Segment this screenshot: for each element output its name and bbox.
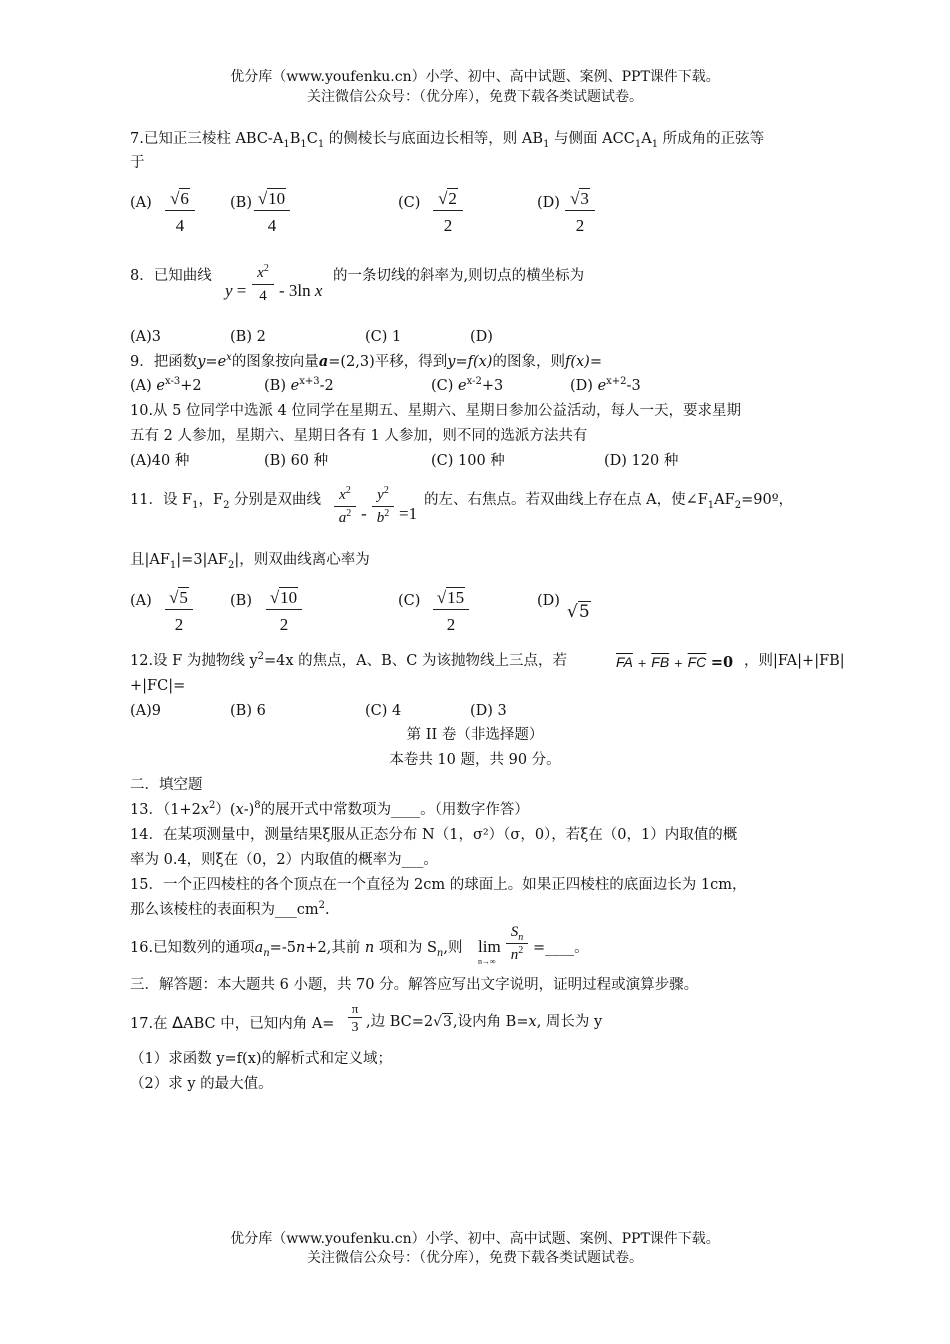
q16-stem: 16.已知数列的通项$a_n=-5n+2$,其前 n 项和为 $S_n$,则 bbox=[130, 940, 463, 959]
q7-option-b-label: (B) bbox=[230, 195, 252, 211]
q11-option-d-value: √5 bbox=[567, 602, 590, 622]
q13-blank: ____ bbox=[391, 802, 421, 818]
q8-option-d: (D) bbox=[470, 329, 493, 345]
q8-curve-tail: - 3ln x bbox=[279, 281, 323, 300]
q12-stem-cont: +|FC|= bbox=[130, 678, 186, 694]
q7-option-b-value: $\frac{√10}{4}$ bbox=[254, 190, 290, 234]
footer-line-2: 关注微信公众号：（优分库），免费下载各类试题试卷。 bbox=[307, 1250, 643, 1266]
q8-curve-y: y = bbox=[225, 281, 247, 300]
header-line-2: 关注微信公众号：（优分库），免费下载各类试题试卷。 bbox=[307, 89, 643, 105]
q9-option-c: (C) $e^{x-2}+3$ bbox=[431, 376, 504, 394]
footer-line-1: 优分库（www.youfenku.cn）小学、初中、高中试题、案例、PPT课件下载。 bbox=[230, 1231, 720, 1247]
q9-option-d: (D) $e^{x+2}-3$ bbox=[570, 376, 641, 394]
q12-stem: 12.设 F 为抛物线 $y^2=4x$ 的焦点，A、B、C 为该抛物线上三点，若 bbox=[130, 651, 568, 669]
q15-blank: ___ bbox=[275, 902, 297, 918]
q11-option-d-label: (D) bbox=[537, 593, 560, 609]
q12-option-c: (C) 4 bbox=[365, 703, 402, 719]
header-line-1: 优分库（www.youfenku.cn）小学、初中、高中试题、案例、PPT课件下载。 bbox=[230, 69, 720, 85]
q11-option-b-value: $\frac{√10}{2}$ bbox=[266, 589, 302, 633]
q11-option-a-value: $\frac{√5}{2}$ bbox=[165, 589, 193, 633]
q7-option-c-label: (C) bbox=[398, 195, 421, 211]
q7-stem-cont: 于 bbox=[130, 155, 145, 171]
q17-part-1: （1）求函数 y=f(x)的解析式和定义域； bbox=[130, 1051, 393, 1067]
q7-stem: 7.已知正三棱柱 ABC-$A_1B_1C_1$ 的侧棱长与底面边长相等，则 $AB_1$ 与侧面 $ACC_1A_1$ 所成角的正弦等 bbox=[130, 131, 765, 150]
q9-stem: 9．把函数$y=e^x$的图象按向量a=(2,3)平移，得到y=f(x)的图象，则f(x)= bbox=[130, 352, 602, 370]
q11-fraction-y: $\frac{y^2}{b^2}$ bbox=[372, 488, 394, 526]
q12-option-d: (D) 3 bbox=[470, 703, 507, 719]
q10-stem-1: 10.从 5 位同学中选派 4 位同学在星期五、星期六、星期日参加公益活动，每人一天，要求星期 bbox=[130, 403, 741, 419]
q8-stem: 的一条切线的斜率为,则切点的横坐标为 bbox=[333, 268, 585, 284]
q11-option-b-label: (B) bbox=[230, 593, 252, 609]
q16-blank: ____ bbox=[545, 940, 575, 956]
q10-option-b: (B) 60 种 bbox=[264, 453, 329, 469]
q7-option-d-label: (D) bbox=[537, 195, 560, 211]
q8-option-b: (B) 2 bbox=[230, 329, 266, 345]
q12-vector-sum: $\overline{FA} + \overline{FB} + \overline{FC} =0$ bbox=[616, 654, 734, 671]
q16-lim: lim bbox=[478, 937, 501, 956]
q11-stem: 的左、右焦点。若双曲线上存在点 A，使$\angle F_1AF_2=90º$， bbox=[424, 492, 794, 511]
q12-option-a: (A)9 bbox=[130, 703, 162, 719]
q10-option-c: (C) 100 种 bbox=[431, 453, 505, 469]
section-fill-in: 二．填空题 bbox=[130, 777, 203, 793]
q11-option-a-label: (A) bbox=[130, 593, 152, 609]
q7-option-d-value: $\frac{√3}{2}$ bbox=[565, 190, 595, 234]
q8-option-c: (C) 1 bbox=[365, 329, 402, 345]
q10-option-a: (A)40 种 bbox=[130, 453, 190, 469]
q9-option-a: (A) $e^{x-3}+2$ bbox=[130, 376, 202, 394]
q11-equals-one: =1 bbox=[399, 504, 418, 523]
part2-subtitle: 本卷共 10 题，共 90 分。 bbox=[389, 752, 561, 768]
q11-prefix: 11．设 $F_1$，$F_2$ 分别是双曲线 bbox=[130, 492, 322, 511]
q10-option-d: (D) 120 种 bbox=[604, 453, 679, 469]
q15-stem-1: 15．一个正四棱柱的各个顶点在一个直径为 2cm 的球面上。如果正四棱柱的底面边长为 1cm， bbox=[130, 877, 747, 893]
q12-option-b: (B) 6 bbox=[230, 703, 266, 719]
q14-stem-1: 14．在某项测量中，测量结果ξ服从正态分布 N（1，σ²）（σ，0），若ξ在（0，1）内取值的概 bbox=[130, 827, 738, 843]
q17-stem-b: ,边 BC=2√3,设内角 B=x, 周长为 y bbox=[366, 1014, 603, 1030]
q14-blank: ___ bbox=[401, 852, 424, 868]
q7-option-c-value: $\frac{√2}{2}$ bbox=[433, 190, 463, 234]
q11-option-c-label: (C) bbox=[398, 593, 421, 609]
q9-option-b: (B) $e^{x+3}-2$ bbox=[264, 376, 334, 394]
q8-option-a: (A)3 bbox=[130, 329, 162, 345]
q7-option-a-value: $\frac{√6}{4}$ bbox=[165, 190, 195, 234]
q11-minus: - bbox=[361, 504, 367, 523]
q8-fraction: $\frac{x^2}{4}$ bbox=[252, 266, 274, 304]
q11-fraction-x: $\frac{x^2}{a^2}$ bbox=[334, 488, 356, 526]
q7-option-a-label: (A) bbox=[130, 195, 152, 211]
q8-prefix: 8．已知曲线 bbox=[130, 268, 212, 284]
q17-fraction: $\frac{\pi}{3}$ bbox=[348, 1002, 362, 1035]
section-solution: 三．解答题：本大题共 6 小题，共 70 分。解答应写出文字说明，证明过程或演算步骤。 bbox=[130, 977, 699, 993]
q16-fraction: $\frac{S_n}{n^2}$ bbox=[506, 925, 528, 963]
part2-title: 第 II 卷（非选择题） bbox=[406, 727, 544, 743]
q17-stem-a: 17.在 ΔABC 中，已知内角 A= bbox=[130, 1013, 335, 1032]
q15-stem-2: 那么该棱柱的表面积为$\_\_\_cm^2$. bbox=[130, 900, 330, 918]
q12-stem-tail: ，则|FA|+|FB| bbox=[744, 653, 845, 669]
q16-lim-sub: n→∞ bbox=[478, 957, 496, 966]
q16-answer: =____。 bbox=[533, 940, 589, 956]
q10-stem-2: 五有 2 人参加，星期六、星期日各有 1 人参加，则不同的选派方法共有 bbox=[130, 428, 588, 444]
q13-stem: 13．$(1+2x^2)(x-)^8$的展开式中常数项为____。（用数字作答） bbox=[130, 800, 529, 818]
q14-stem-2: 率为 0.4，则ξ在（0，2）内取值的概率为___。 bbox=[130, 852, 438, 868]
q17-part-2: （2）求 y 的最大值。 bbox=[130, 1076, 273, 1092]
q11-stem-2: 且$|AF_1|=3|AF_2|$，则双曲线离心率为 bbox=[130, 552, 370, 571]
q11-option-c-value: $\frac{√15}{2}$ bbox=[433, 589, 469, 633]
